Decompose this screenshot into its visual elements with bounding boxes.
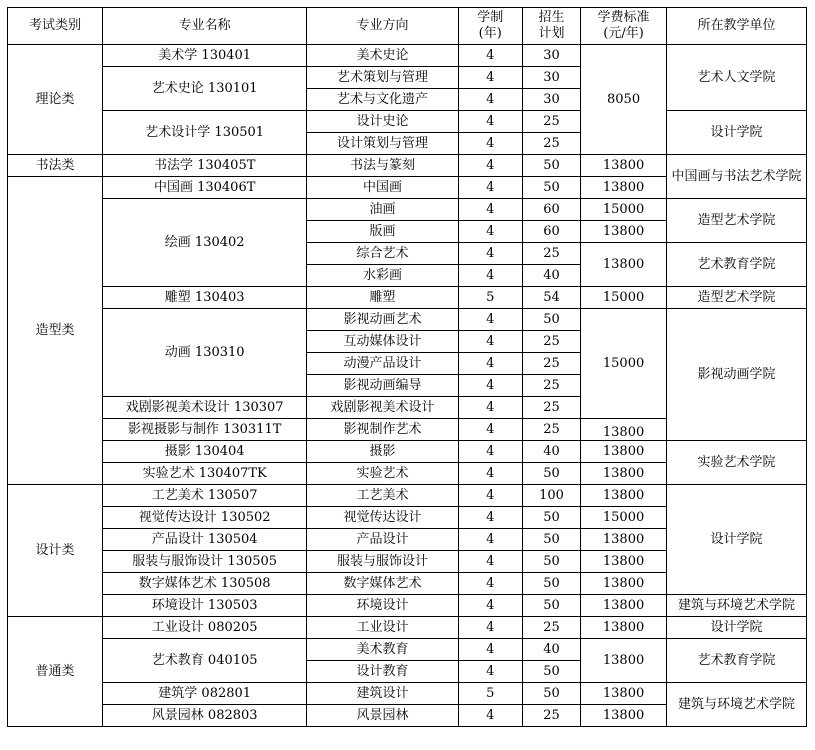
direction-cell: 摄影 bbox=[307, 441, 458, 463]
major-cell: 工艺美术 130507 bbox=[103, 485, 307, 507]
fee-cell: 13800 bbox=[581, 705, 667, 727]
direction-cell: 工艺美术 bbox=[307, 485, 458, 507]
direction-cell: 综合艺术 bbox=[307, 243, 458, 265]
major-cell: 戏剧影视美术设计 130307 bbox=[103, 397, 307, 419]
years-cell: 4 bbox=[458, 595, 522, 617]
quota-cell: 50 bbox=[522, 507, 580, 529]
direction-cell: 工业设计 bbox=[307, 617, 458, 639]
unit-cell: 影视动画学院 bbox=[666, 309, 806, 441]
unit-cell: 建筑与环境艺术学院 bbox=[666, 595, 806, 617]
years-cell: 4 bbox=[458, 45, 522, 67]
quota-cell: 25 bbox=[522, 111, 580, 133]
table-row bbox=[8, 199, 807, 221]
major-cell: 艺术设计学 130501 bbox=[103, 111, 307, 155]
category-cell: 理论类 bbox=[8, 45, 103, 155]
major-cell: 产品设计 130504 bbox=[103, 529, 307, 551]
major-cell: 环境设计 130503 bbox=[103, 595, 307, 617]
fee-cell: 13800 bbox=[581, 485, 667, 507]
direction-cell: 服装与服饰设计 bbox=[307, 551, 458, 573]
direction-cell: 影视制作艺术 bbox=[307, 419, 458, 441]
category-cell: 造型类 bbox=[8, 177, 103, 485]
major-cell: 建筑学 082801 bbox=[103, 683, 307, 705]
direction-cell: 设计策划与管理 bbox=[307, 133, 458, 155]
quota-cell: 54 bbox=[522, 287, 580, 309]
table-row bbox=[8, 683, 807, 705]
major-cell: 影视摄影与制作 130311T bbox=[103, 419, 307, 441]
major-cell: 艺术教育 040105 bbox=[103, 639, 307, 683]
quota-cell: 40 bbox=[522, 441, 580, 463]
direction-cell: 建筑设计 bbox=[307, 683, 458, 705]
years-cell: 4 bbox=[458, 155, 522, 177]
major-cell: 视觉传达设计 130502 bbox=[103, 507, 307, 529]
major-cell: 风景园林 082803 bbox=[103, 705, 307, 727]
direction-cell: 产品设计 bbox=[307, 529, 458, 551]
unit-cell: 造型艺术学院 bbox=[666, 287, 806, 309]
direction-cell: 艺术与文化遗产 bbox=[307, 89, 458, 111]
years-cell: 4 bbox=[458, 265, 522, 287]
direction-cell: 艺术策划与管理 bbox=[307, 67, 458, 89]
major-cell: 工业设计 080205 bbox=[103, 617, 307, 639]
years-cell: 4 bbox=[458, 507, 522, 529]
fee-cell: 13800 bbox=[581, 463, 667, 485]
quota-cell: 50 bbox=[522, 529, 580, 551]
years-cell: 4 bbox=[458, 331, 522, 353]
fee-cell: 15000 bbox=[581, 309, 667, 419]
direction-cell: 风景园林 bbox=[307, 705, 458, 727]
table-row bbox=[8, 639, 807, 661]
unit-cell: 造型艺术学院 bbox=[666, 199, 806, 243]
header-major-name: 专业名称 bbox=[103, 8, 307, 45]
quota-cell: 60 bbox=[522, 199, 580, 221]
quota-cell: 25 bbox=[522, 705, 580, 727]
quota-cell: 25 bbox=[522, 375, 580, 397]
major-cell: 服装与服饰设计 130505 bbox=[103, 551, 307, 573]
quota-cell: 50 bbox=[522, 595, 580, 617]
major-cell: 雕塑 130403 bbox=[103, 287, 307, 309]
quota-cell: 100 bbox=[522, 485, 580, 507]
major-cell: 实验艺术 130407TK bbox=[103, 463, 307, 485]
years-cell: 4 bbox=[458, 441, 522, 463]
fee-cell: 13800 bbox=[581, 639, 667, 683]
unit-cell: 艺术教育学院 bbox=[666, 639, 806, 683]
direction-cell: 影视动画艺术 bbox=[307, 309, 458, 331]
quota-cell: 40 bbox=[522, 639, 580, 661]
years-cell: 4 bbox=[458, 639, 522, 661]
table-row bbox=[8, 441, 807, 463]
unit-cell: 建筑与环境艺术学院 bbox=[666, 683, 806, 727]
major-cell: 艺术史论 130101 bbox=[103, 67, 307, 111]
years-cell: 4 bbox=[458, 419, 522, 441]
quota-cell: 25 bbox=[522, 419, 580, 441]
years-cell: 4 bbox=[458, 177, 522, 199]
direction-cell: 互动媒体设计 bbox=[307, 331, 458, 353]
quota-cell: 25 bbox=[522, 397, 580, 419]
years-cell: 4 bbox=[458, 67, 522, 89]
fee-cell: 8050 bbox=[581, 45, 667, 155]
years-cell: 4 bbox=[458, 661, 522, 683]
fee-cell: 15000 bbox=[581, 199, 667, 221]
direction-cell: 戏剧影视美术设计 bbox=[307, 397, 458, 419]
unit-cell: 艺术人文学院 bbox=[666, 45, 806, 111]
fee-cell: 13800 bbox=[581, 617, 667, 639]
direction-cell: 水彩画 bbox=[307, 265, 458, 287]
major-cell: 中国画 130406T bbox=[103, 177, 307, 199]
fee-cell: 13800 bbox=[581, 419, 667, 441]
years-cell: 4 bbox=[458, 617, 522, 639]
direction-cell: 雕塑 bbox=[307, 287, 458, 309]
table-row bbox=[8, 595, 807, 617]
years-cell: 4 bbox=[458, 551, 522, 573]
header-tuition: 学费标准 (元/年) bbox=[581, 8, 667, 45]
unit-cell: 实验艺术学院 bbox=[666, 441, 806, 485]
table-row bbox=[8, 617, 807, 639]
major-cell: 动画 130310 bbox=[103, 309, 307, 397]
fee-cell: 13800 bbox=[581, 551, 667, 573]
fee-cell: 13800 bbox=[581, 177, 667, 199]
quota-cell: 30 bbox=[522, 67, 580, 89]
direction-cell: 设计史论 bbox=[307, 111, 458, 133]
direction-cell: 中国画 bbox=[307, 177, 458, 199]
major-cell: 绘画 130402 bbox=[103, 199, 307, 287]
years-cell: 4 bbox=[458, 573, 522, 595]
major-cell: 摄影 130404 bbox=[103, 441, 307, 463]
years-cell: 4 bbox=[458, 309, 522, 331]
unit-cell: 设计学院 bbox=[666, 617, 806, 639]
category-cell: 书法类 bbox=[8, 155, 103, 177]
header-years: 学制 (年) bbox=[458, 8, 522, 45]
years-cell: 4 bbox=[458, 375, 522, 397]
years-cell: 4 bbox=[458, 463, 522, 485]
direction-cell: 环境设计 bbox=[307, 595, 458, 617]
fee-cell: 13800 bbox=[581, 441, 667, 463]
direction-cell: 数字媒体艺术 bbox=[307, 573, 458, 595]
quota-cell: 25 bbox=[522, 617, 580, 639]
unit-cell: 艺术教育学院 bbox=[666, 243, 806, 287]
table-row bbox=[8, 287, 807, 309]
category-cell: 设计类 bbox=[8, 485, 103, 617]
header-row bbox=[8, 8, 807, 45]
header-quota: 招生 计划 bbox=[522, 8, 580, 45]
years-cell: 5 bbox=[458, 287, 522, 309]
table-row bbox=[8, 45, 807, 67]
quota-cell: 30 bbox=[522, 89, 580, 111]
quota-cell: 25 bbox=[522, 353, 580, 375]
years-cell: 4 bbox=[458, 133, 522, 155]
quota-cell: 50 bbox=[522, 573, 580, 595]
fee-cell: 13800 bbox=[581, 243, 667, 287]
fee-cell: 13800 bbox=[581, 595, 667, 617]
header-direction: 专业方向 bbox=[307, 8, 458, 45]
years-cell: 4 bbox=[458, 353, 522, 375]
table-row bbox=[8, 111, 807, 133]
years-cell: 4 bbox=[458, 705, 522, 727]
years-cell: 4 bbox=[458, 199, 522, 221]
direction-cell: 动漫产品设计 bbox=[307, 353, 458, 375]
fee-cell: 13800 bbox=[581, 529, 667, 551]
quota-cell: 30 bbox=[522, 45, 580, 67]
fee-cell: 13800 bbox=[581, 221, 667, 243]
quota-cell: 25 bbox=[522, 331, 580, 353]
quota-cell: 50 bbox=[522, 463, 580, 485]
quota-cell: 60 bbox=[522, 221, 580, 243]
fee-cell: 13800 bbox=[581, 573, 667, 595]
unit-cell: 设计学院 bbox=[666, 485, 806, 595]
table-row bbox=[8, 155, 807, 177]
table-row bbox=[8, 309, 807, 331]
quota-cell: 40 bbox=[522, 265, 580, 287]
quota-cell: 50 bbox=[522, 661, 580, 683]
direction-cell: 美术史论 bbox=[307, 45, 458, 67]
years-cell: 4 bbox=[458, 89, 522, 111]
fee-cell: 13800 bbox=[581, 683, 667, 705]
direction-cell: 美术教育 bbox=[307, 639, 458, 661]
quota-cell: 50 bbox=[522, 309, 580, 331]
admission-table bbox=[7, 7, 807, 727]
direction-cell: 书法与篆刻 bbox=[307, 155, 458, 177]
major-cell: 美术学 130401 bbox=[103, 45, 307, 67]
years-cell: 4 bbox=[458, 111, 522, 133]
table-row bbox=[8, 485, 807, 507]
quota-cell: 50 bbox=[522, 683, 580, 705]
direction-cell: 油画 bbox=[307, 199, 458, 221]
years-cell: 5 bbox=[458, 683, 522, 705]
unit-cell: 中国画与书法艺术学院 bbox=[666, 155, 806, 199]
direction-cell: 视觉传达设计 bbox=[307, 507, 458, 529]
quota-cell: 50 bbox=[522, 155, 580, 177]
unit-cell: 设计学院 bbox=[666, 111, 806, 155]
fee-cell: 15000 bbox=[581, 287, 667, 309]
quota-cell: 25 bbox=[522, 133, 580, 155]
direction-cell: 版画 bbox=[307, 221, 458, 243]
direction-cell: 实验艺术 bbox=[307, 463, 458, 485]
fee-cell: 15000 bbox=[581, 507, 667, 529]
category-cell: 普通类 bbox=[8, 617, 103, 727]
major-cell: 数字媒体艺术 130508 bbox=[103, 573, 307, 595]
fee-cell: 13800 bbox=[581, 155, 667, 177]
years-cell: 4 bbox=[458, 397, 522, 419]
header-unit: 所在教学单位 bbox=[666, 8, 806, 45]
header-exam-category: 考试类别 bbox=[8, 8, 103, 45]
years-cell: 4 bbox=[458, 485, 522, 507]
quota-cell: 25 bbox=[522, 243, 580, 265]
quota-cell: 50 bbox=[522, 551, 580, 573]
major-cell: 书法学 130405T bbox=[103, 155, 307, 177]
quota-cell: 50 bbox=[522, 177, 580, 199]
years-cell: 4 bbox=[458, 243, 522, 265]
direction-cell: 影视动画编导 bbox=[307, 375, 458, 397]
years-cell: 4 bbox=[458, 529, 522, 551]
direction-cell: 设计教育 bbox=[307, 661, 458, 683]
years-cell: 4 bbox=[458, 221, 522, 243]
